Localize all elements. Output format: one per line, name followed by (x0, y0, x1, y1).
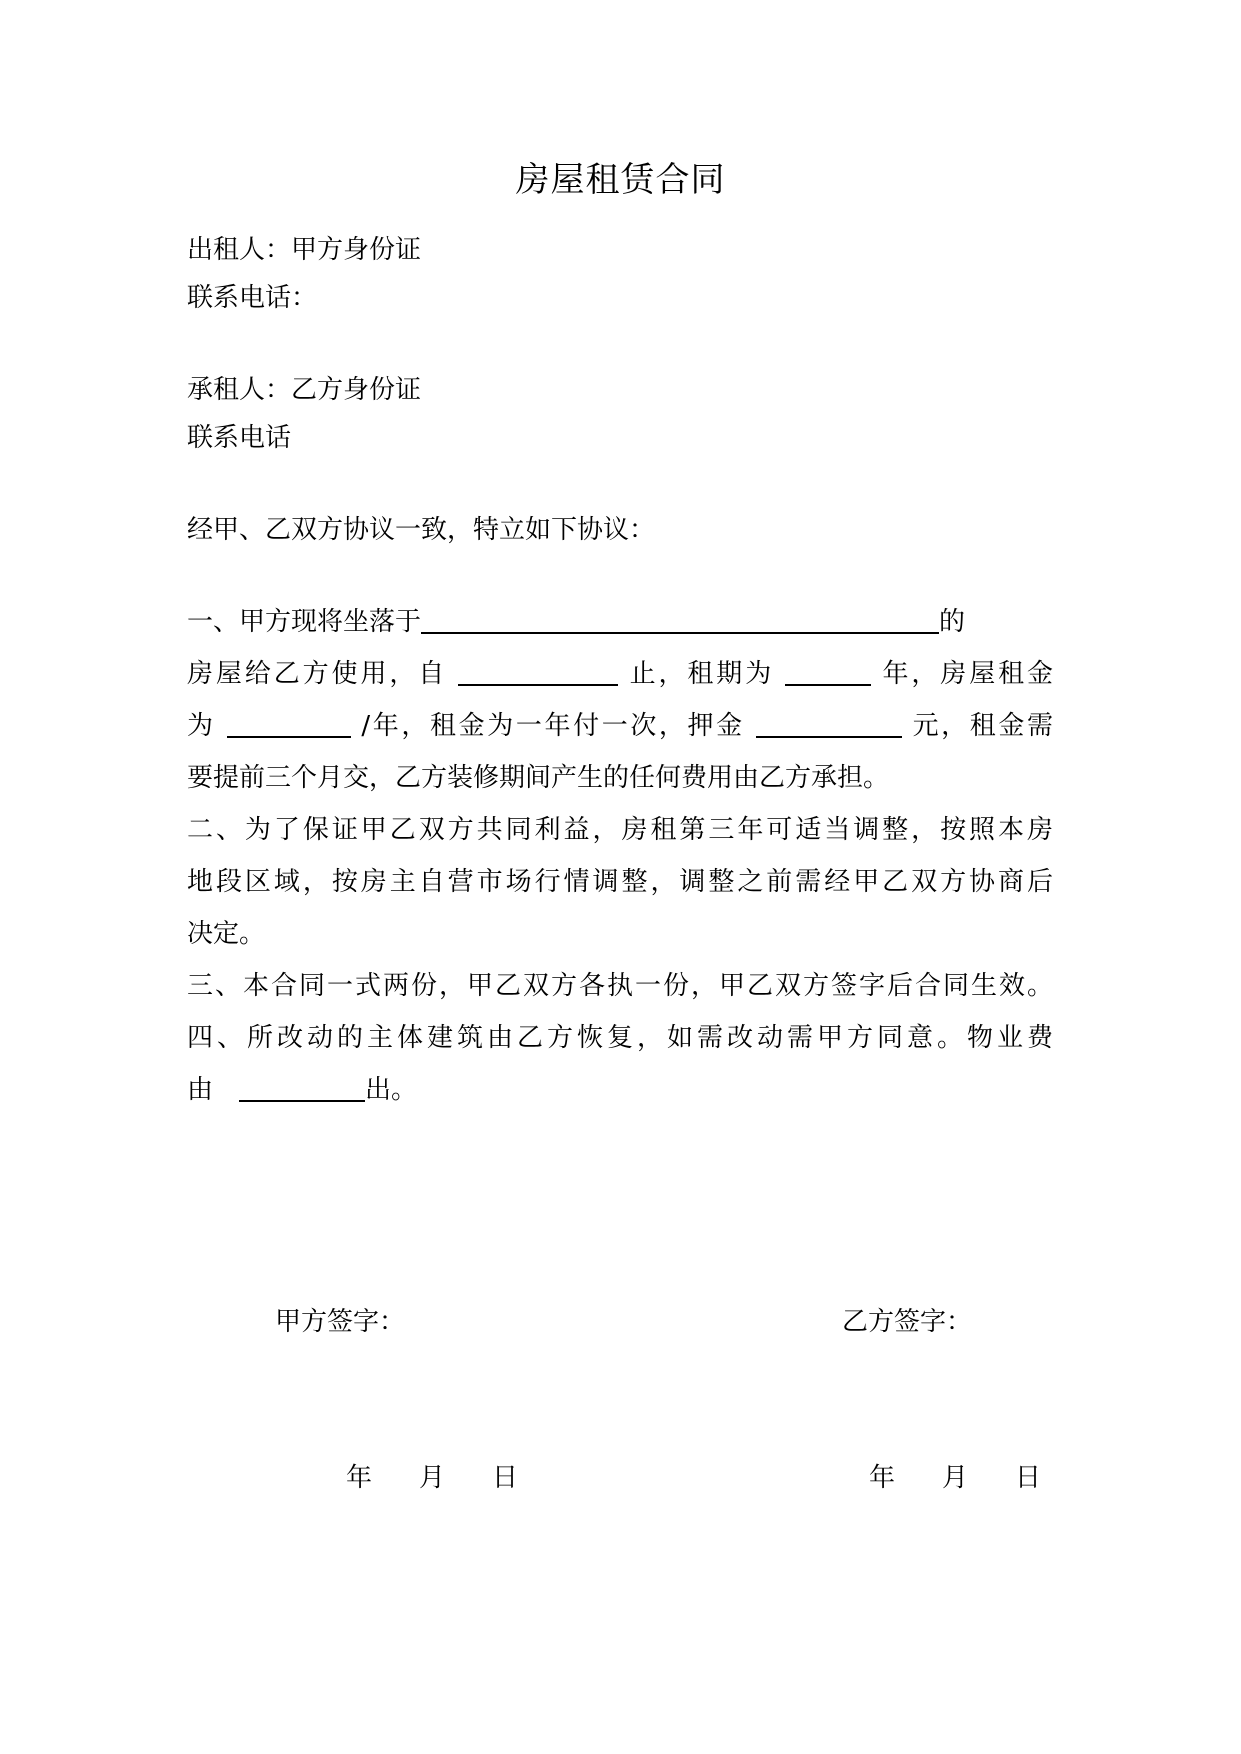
party-a-date-year: 年 (346, 1463, 373, 1493)
clause-1-text-f: 为 (187, 711, 216, 741)
clause-4-text-b: 出。 (365, 1075, 418, 1105)
party-b-date-month: 月 (942, 1463, 969, 1493)
clause-4 (187, 1012, 1053, 1116)
clause-1-text-h: 元，租金需 (912, 711, 1054, 741)
clause-1-text-b: 的 (939, 607, 966, 637)
clause-4-row-1: 四、所改动的主体建筑由乙方恢复，如需改动需甲方同意。物业费 (187, 1023, 1053, 1053)
intro-line: 经甲、乙双方协议一致，特立如下协议： (187, 515, 656, 545)
deposit-blank[interactable] (756, 708, 902, 738)
clause-3 (187, 960, 1053, 1012)
clause-4-row-2 (187, 1064, 1053, 1116)
party-b-date (869, 1458, 1041, 1498)
clause-2-row-3: 决定。 (187, 919, 266, 949)
lessee-phone-line: 联系电话 (187, 423, 292, 453)
party-b-date-day: 日 (1015, 1463, 1042, 1493)
clause-1-text-a: 一、甲方现将坐落于 (187, 607, 422, 637)
page-title: 房屋租赁合同 (515, 160, 726, 200)
party-a-date-day: 日 (492, 1463, 519, 1493)
clause-1-row-1 (187, 596, 1053, 648)
clause-2-row-1: 二、为了保证甲乙双方共同利益，房租第三年可适当调整，按照本房 (187, 815, 1053, 845)
clause-2-row-2: 地段区域，按房主自营市场行情调整，调整之前需经甲乙双方协商后 (187, 867, 1053, 897)
party-a-date-month: 月 (419, 1463, 446, 1493)
clause-1-row-2 (187, 648, 1053, 700)
lessor-line: 出租人：甲方身份证 (187, 235, 422, 265)
lessee-line: 承租人：乙方身份证 (187, 375, 422, 405)
lessor-phone-line: 联系电话： (187, 283, 318, 313)
property-fee-payer-blank[interactable] (239, 1072, 365, 1102)
clause-1-row-3 (187, 700, 1053, 752)
clause-1-text-c: 房屋给乙方使用，自 (187, 659, 448, 689)
clause-1-text-g: /年，租金为一年付一次，押金 (361, 711, 745, 741)
party-b-signature-label: 乙方签字： (842, 1307, 973, 1337)
clause-1-text-d: 止，租期为 (629, 659, 775, 689)
party-a-signature-label: 甲方签字： (275, 1307, 406, 1337)
clause-4-text-a: 由 (187, 1075, 214, 1105)
clause-1-row-4: 要提前三个月交，乙方装修期间产生的任何费用由乙方承担。 (187, 763, 890, 793)
address-blank[interactable] (421, 604, 939, 634)
party-b-date-year: 年 (869, 1463, 896, 1493)
lease-term-blank[interactable] (785, 656, 871, 686)
clause-1 (187, 596, 1053, 804)
clause-3-row-1: 三、本合同一式两份，甲乙双方各执一份，甲乙双方签字后合同生效。 (187, 971, 1053, 1001)
party-a-date (346, 1458, 518, 1498)
clause-2 (187, 804, 1053, 960)
start-date-blank[interactable] (458, 656, 618, 686)
rent-amount-blank[interactable] (227, 708, 351, 738)
clause-1-text-e: 年，房屋租金 (882, 659, 1054, 689)
